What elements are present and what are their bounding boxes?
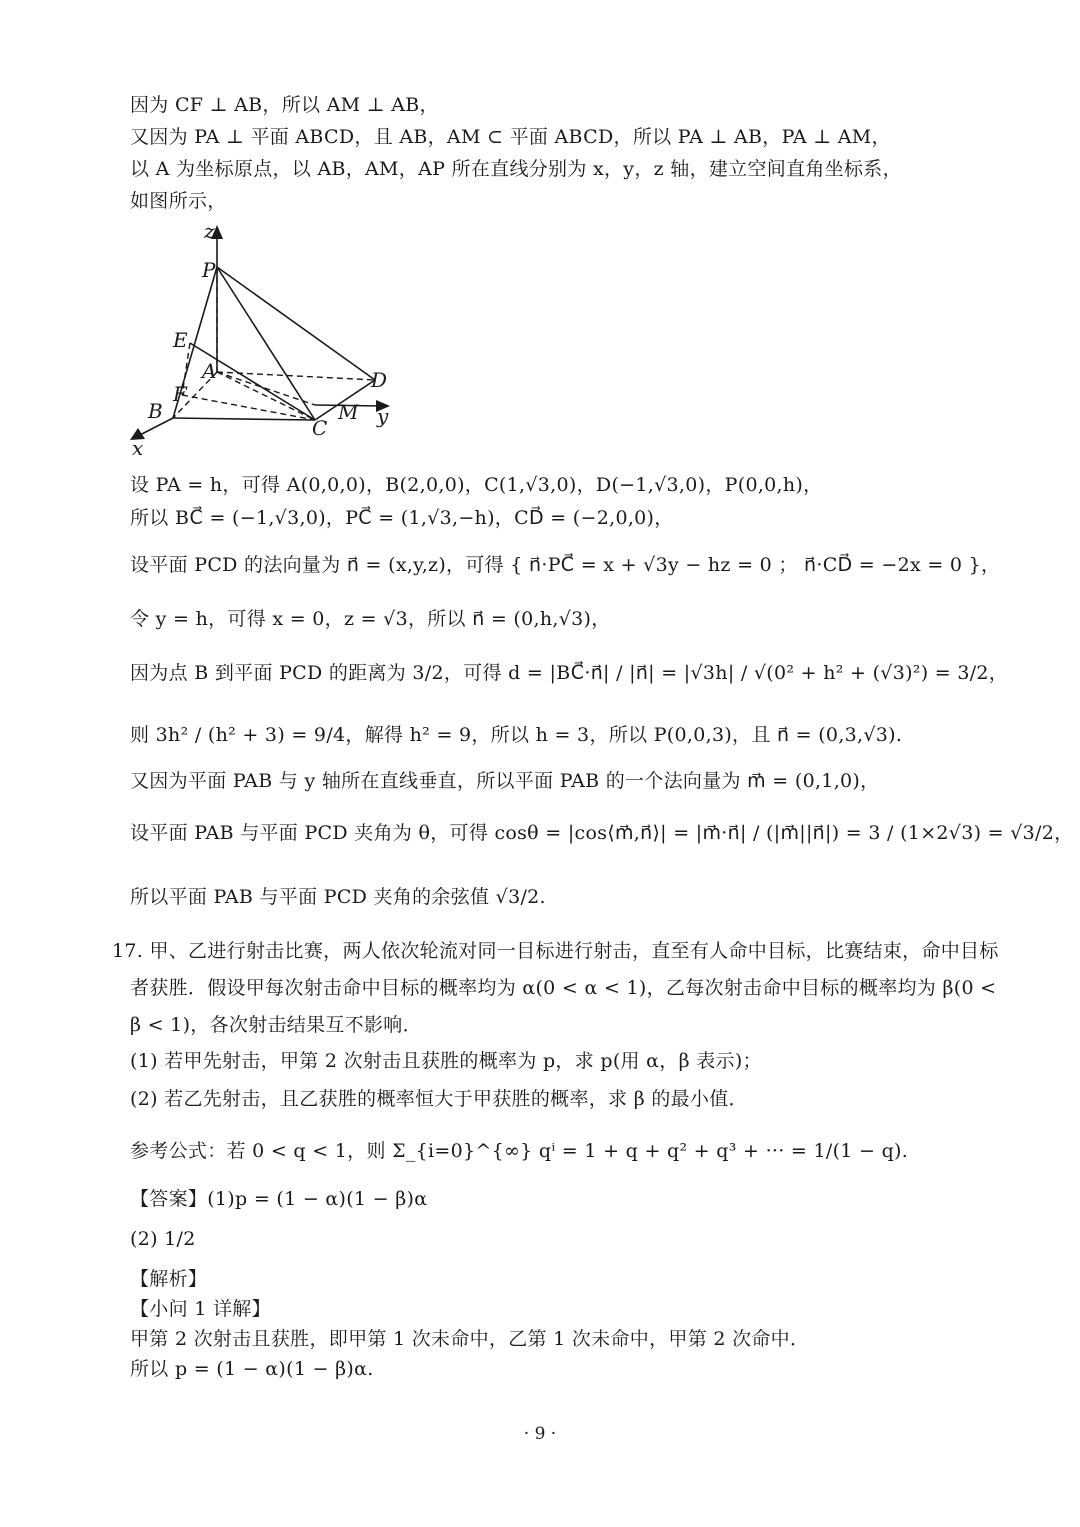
text-line: 如图所示，: [130, 190, 227, 212]
label-P: P: [202, 258, 216, 282]
coordinate-figure: [120, 215, 410, 460]
question-17-line: 者获胜．假设甲每次射击命中目标的概率均为 α(0 < α < 1)，乙每次射击命中目标的概率均为 β(0 <: [130, 977, 997, 999]
label-M: M: [338, 400, 359, 424]
question-17-part1: (1) 若甲先射击，甲第 2 次射击且获胜的概率为 p，求 p(用 α，β 表示)；: [130, 1050, 762, 1072]
text-line: 设 PA = h，可得 A(0,0,0)，B(2,0,0)，C(1,√3,0)，D(−1,√3,0)，P(0,0,h)，: [130, 474, 823, 496]
text-line: 所以平面 PAB 与平面 PCD 夹角的余弦值 √3/2.: [130, 886, 546, 908]
label-D: D: [371, 368, 388, 392]
label-F: F: [173, 382, 187, 406]
edge-PC: [217, 267, 315, 420]
edge-AM: [217, 372, 315, 405]
text-line: 以 A 为坐标原点，以 AB，AM，AP 所在直线分别为 x，y，z 轴，建立空间直角坐标系，: [130, 158, 902, 180]
label-E: E: [173, 328, 188, 352]
label-x: x: [132, 436, 144, 460]
question-17-part2: (2) 若乙先射击，且乙获胜的概率恒大于甲获胜的概率，求 β 的最小值．: [130, 1088, 748, 1110]
subquestion-heading: 【小问 1 详解】: [130, 1298, 271, 1320]
label-A: A: [202, 359, 217, 383]
text-line: 所以 BC⃗ = (−1,√3,0)，PC⃗ = (1,√3,−h)，CD⃗ = (−2,0,0)，: [130, 507, 674, 529]
reference-formula: 参考公式：若 0 < q < 1，则 Σ_{i=0}^{∞} qⁱ = 1 + q + q² + q³ + ··· = 1/(1 − q).: [130, 1140, 909, 1162]
text-line: 则 3h² / (h² + 3) = 9/4，解得 h² = 9，所以 h = 3，所以 P(0,0,3)，且 n⃗ = (0,3,√3).: [130, 724, 903, 746]
solution-line: 甲第 2 次射击且获胜，即甲第 1 次未命中，乙第 1 次未命中，甲第 2 次命中．: [130, 1328, 810, 1350]
text-line: 设平面 PAB 与平面 PCD 夹角为 θ，可得 cosθ = |cos⟨m⃗,n⃗⟩| = |m⃗·n⃗| / (|m⃗||n⃗|) = 3 / (1×2√3) = √3/2，: [130, 822, 1074, 844]
answer-line: 【答案】(1)p = (1 − α)(1 − β)α: [130, 1188, 428, 1210]
text-line: 又因为 PA ⊥ 平面 ABCD，且 AB，AM ⊂ 平面 ABCD，所以 PA ⊥ AB，PA ⊥ AM，: [130, 126, 891, 148]
label-z: z: [204, 219, 215, 243]
text-line: 设平面 PCD 的法向量为 n⃗ = (x,y,z)，可得 { n⃗·PC⃗ = x + √3y − hz = 0 ； n⃗·CD⃗ = −2x = 0 }，: [130, 554, 1001, 576]
question-17-line: 17. 甲、乙进行射击比赛，两人依次轮流对同一目标进行射击，直至有人命中目标，比赛结束，命中目标: [112, 940, 999, 962]
analysis-heading: 【解析】: [130, 1268, 208, 1290]
text-line: 又因为平面 PAB 与 y 轴所在直线垂直，所以平面 PAB 的一个法向量为 m⃗ = (0,1,0)，: [130, 770, 880, 792]
label-B: B: [148, 399, 163, 423]
answer-line: (2) 1/2: [130, 1228, 196, 1250]
edge-AD: [217, 372, 375, 380]
text-line: 令 y = h，可得 x = 0，z = √3，所以 n⃗ = (0,h,√3)，: [130, 608, 611, 630]
edge-PD: [217, 267, 375, 380]
question-17-line: β < 1)，各次射击结果互不影响．: [130, 1014, 422, 1036]
page-number: · 9 ·: [523, 1424, 557, 1444]
solution-line: 所以 p = (1 − α)(1 − β)α.: [130, 1358, 374, 1380]
text-line: 因为 CF ⊥ AB，所以 AM ⊥ AB，: [130, 94, 439, 116]
edge-BC: [173, 418, 315, 420]
label-y: y: [377, 404, 389, 428]
label-C: C: [312, 416, 328, 440]
text-line: 因为点 B 到平面 PCD 的距离为 3/2，可得 d = |BC⃗·n⃗| / |n⃗| = |√3h| / √(0² + h² + (√3)²) = 3/2，: [130, 662, 1009, 684]
